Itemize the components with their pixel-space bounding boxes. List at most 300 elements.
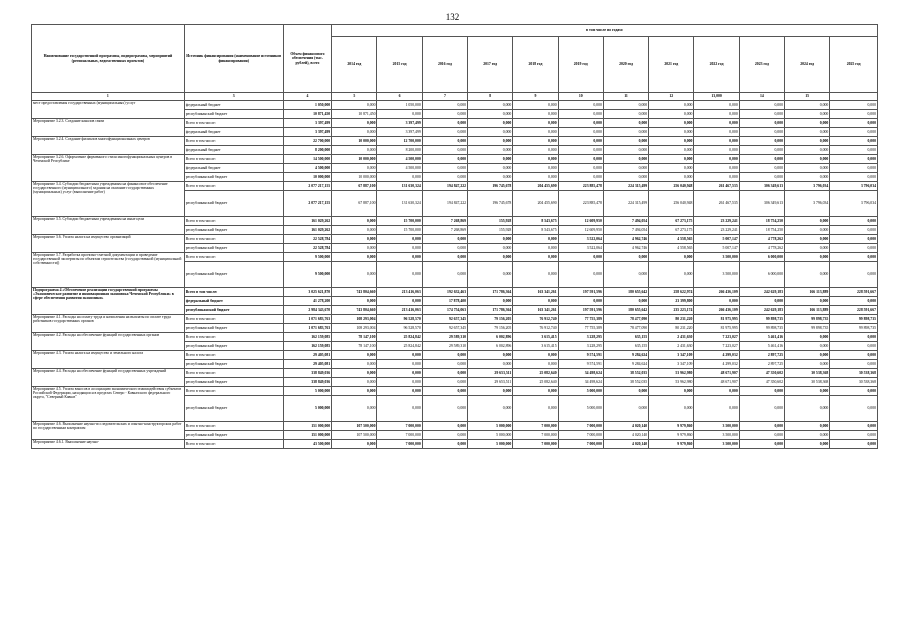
- year-value: 0,000: [422, 262, 467, 288]
- table-row: [32, 440, 878, 449]
- funding-source: федеральный бюджет: [184, 128, 283, 137]
- year-value: 96 528,570: [377, 324, 422, 333]
- table-row: [32, 253, 878, 262]
- year-value: 92 657,345: [422, 324, 467, 333]
- year-value: 0,000: [830, 360, 878, 369]
- year-value: 0,000: [785, 235, 830, 244]
- table-row: [32, 422, 878, 431]
- year-value: 99 898,735: [739, 315, 784, 324]
- year-value: 194 847,222: [422, 191, 467, 217]
- year-value: 76 912,740: [513, 315, 558, 324]
- year-value: 7 000,000: [513, 422, 558, 431]
- year-value: 6 000,000: [739, 253, 784, 262]
- year-value: 2 897,725: [739, 351, 784, 360]
- year-value: 0,000: [468, 128, 513, 137]
- year-value: 0,000: [694, 128, 739, 137]
- year-value: 3 522,064: [558, 235, 603, 244]
- year-value: 0,000: [468, 173, 513, 182]
- year-value: 0,000: [785, 128, 830, 137]
- year-value: 0,000: [422, 422, 467, 431]
- year-value: 213 416,063: [377, 306, 422, 315]
- year-value: 242 629,183: [739, 288, 784, 297]
- total-value: 2 984 343,670: [283, 306, 331, 315]
- total-value: 3 025 621,870: [283, 288, 331, 297]
- year-value: 0,000: [739, 387, 784, 396]
- year-value: 0,000: [558, 101, 603, 110]
- year-value: 0,000: [513, 360, 558, 369]
- year-value: 0,000: [649, 110, 694, 119]
- year-value: 0,000: [513, 351, 558, 360]
- total-value: 1 050,000: [283, 101, 331, 110]
- year-value: 5 007,147: [694, 235, 739, 244]
- year-value: 0,000: [830, 235, 878, 244]
- year-value: 0,000: [649, 146, 694, 155]
- year-value: 261 467,535: [694, 182, 739, 191]
- funding-source: республиканский бюджет: [184, 378, 283, 387]
- year-value: 306 349,613: [739, 182, 784, 191]
- year-value: 7 494,054: [603, 226, 648, 235]
- year-value: 4 778,262: [739, 244, 784, 253]
- total-value: 10 000,000: [283, 173, 331, 182]
- header-year: 2022 год: [694, 37, 739, 93]
- year-value: 0,000: [785, 217, 830, 226]
- year-value: 67 887,100: [332, 191, 377, 217]
- year-value: 0,000: [603, 396, 648, 422]
- year-value: 0,000: [603, 173, 648, 182]
- year-value: 2 431,630: [649, 333, 694, 342]
- total-value: 29 405,081: [283, 351, 331, 360]
- year-value: 0,000: [468, 387, 513, 396]
- year-value: 107 500,000: [332, 431, 377, 440]
- year-value: 78 147,100: [332, 333, 377, 342]
- funding-source: Всего в том числе:: [184, 333, 283, 342]
- year-value: 0,000: [649, 387, 694, 396]
- year-value: 0,000: [513, 262, 558, 288]
- year-value: 0,000: [739, 146, 784, 155]
- year-value: 3 615,415: [513, 342, 558, 351]
- year-value: 7 268,869: [422, 217, 467, 226]
- funding-source: республиканский бюджет: [184, 360, 283, 369]
- year-value: 4 962,746: [603, 235, 648, 244]
- year-value: 0,000: [468, 146, 513, 155]
- year-value: 0,000: [377, 173, 422, 182]
- year-value: 18 754,250: [739, 217, 784, 226]
- year-value: 223 885,478: [558, 182, 603, 191]
- year-value: 0,000: [513, 387, 558, 396]
- year-value: 0,000: [603, 155, 648, 164]
- year-value: 8 543,675: [513, 217, 558, 226]
- year-value: 5 000,000: [468, 431, 513, 440]
- year-value: 0,000: [332, 378, 377, 387]
- year-value: 0,000: [332, 101, 377, 110]
- table-header: [32, 25, 878, 101]
- year-value: 81 975,995: [694, 324, 739, 333]
- budget-table: [31, 24, 878, 449]
- year-value: 0,000: [694, 387, 739, 396]
- program-name: мест предоставления государственных (муниципальных) услуг: [32, 101, 185, 119]
- total-value: 151 000,000: [283, 422, 331, 431]
- page-number: 132: [445, 12, 460, 22]
- program-name: Мероприятие 3.5. Субсидии бюджетным учреждениям на иные цели: [32, 217, 185, 235]
- year-value: 0,000: [785, 342, 830, 351]
- year-value: 0,000: [830, 333, 878, 342]
- funding-source: федеральный бюджет: [184, 164, 283, 173]
- year-value: 0,000: [377, 351, 422, 360]
- year-value: 0,000: [513, 110, 558, 119]
- year-value: 0,000: [603, 146, 648, 155]
- year-value: 131 630,324: [377, 182, 422, 191]
- year-value: 3 397,499: [377, 119, 422, 128]
- year-value: 235 223,174: [649, 306, 694, 315]
- program-name: Мероприятие 4.2. Расходы на обеспечение функций государственных органов: [32, 333, 185, 351]
- year-value: 29 653,511: [468, 369, 513, 378]
- year-value: 4 020,140: [603, 440, 648, 449]
- year-value: 0,000: [830, 262, 878, 288]
- year-value: 0,000: [830, 440, 878, 449]
- year-value: 0,000: [830, 137, 878, 146]
- year-value: 0,000: [830, 101, 878, 110]
- table-row: [32, 101, 878, 110]
- year-value: 0,000: [332, 396, 377, 422]
- year-value: 0,000: [649, 396, 694, 422]
- funding-source: Всего в том числе:: [184, 253, 283, 262]
- year-value: 0,000: [830, 244, 878, 253]
- year-value: 5 461,416: [739, 342, 784, 351]
- header-year: 2023 год: [739, 37, 784, 93]
- year-value: 0,000: [830, 351, 878, 360]
- year-value: 0,000: [422, 119, 467, 128]
- year-value: 9 574,591: [558, 351, 603, 360]
- year-value: 155,928: [468, 217, 513, 226]
- year-value: 0,000: [422, 360, 467, 369]
- year-value: 0,000: [422, 235, 467, 244]
- year-value: 7 000,000: [377, 431, 422, 440]
- year-value: 18 754,250: [739, 226, 784, 235]
- year-value: 30 538,368: [830, 378, 878, 387]
- year-value: 180 655,642: [603, 288, 648, 297]
- header-year: 2024 год: [785, 37, 830, 93]
- header-year: 2016 год: [422, 37, 467, 93]
- year-value: 99 898,735: [830, 315, 878, 324]
- year-value: 0,000: [785, 333, 830, 342]
- year-value: 0,000: [558, 155, 603, 164]
- year-value: 0,000: [332, 146, 377, 155]
- year-value: 67 887,100: [332, 182, 377, 191]
- table-row: [32, 235, 878, 244]
- year-value: 0,000: [785, 164, 830, 173]
- year-value: 0,000: [422, 253, 467, 262]
- year-value: 0,000: [558, 262, 603, 288]
- program-name: Мероприятие 3.6. Уплата налога на имущество организаций: [32, 235, 185, 253]
- year-value: 0,000: [649, 262, 694, 288]
- program-name: Мероприятие 4.1. Расходы на оплату труда и начисления на выплаты по оплате труда работников государственных органов: [32, 315, 185, 333]
- header-total: Объем финансового обеспечения (тыс. рублей), всего: [283, 25, 331, 93]
- year-value: 3 500,000: [694, 440, 739, 449]
- year-value: 0,000: [739, 128, 784, 137]
- year-value: 0,000: [785, 137, 830, 146]
- total-value: 3 397,499: [283, 119, 331, 128]
- year-value: 38 552,035: [603, 369, 648, 378]
- year-value: 9 979,860: [649, 422, 694, 431]
- year-value: 80 231,220: [649, 315, 694, 324]
- year-value: 67 273,175: [649, 226, 694, 235]
- year-value: 7 000,000: [377, 422, 422, 431]
- funding-source: Всего в том числе:: [184, 182, 283, 191]
- year-value: 0,000: [694, 155, 739, 164]
- column-index: 4: [283, 93, 331, 101]
- year-value: 2 897,725: [739, 360, 784, 369]
- year-value: 0,000: [332, 235, 377, 244]
- year-value: 0,000: [332, 253, 377, 262]
- year-value: 48 671,907: [694, 369, 739, 378]
- column-index: 6: [377, 93, 422, 101]
- year-value: 78 477,090: [603, 324, 648, 333]
- funding-source: Всего в том числе:: [184, 119, 283, 128]
- total-value: 151 000,000: [283, 431, 331, 440]
- program-name: Мероприятие 4.4. Расходы на обеспечение функций государственных учреждений: [32, 369, 185, 387]
- year-value: 99 898,735: [830, 324, 878, 333]
- year-value: 47 350,602: [739, 369, 784, 378]
- year-value: 0,000: [468, 119, 513, 128]
- year-value: 23 399,800: [649, 297, 694, 306]
- year-value: 0,000: [558, 119, 603, 128]
- year-value: 0,000: [513, 155, 558, 164]
- year-value: 99 898,735: [785, 315, 830, 324]
- table-row: [32, 155, 878, 164]
- year-value: 0,000: [739, 119, 784, 128]
- year-value: 0,000: [649, 155, 694, 164]
- year-value: 0,000: [422, 164, 467, 173]
- year-value: 99 898,735: [739, 324, 784, 333]
- year-value: 0,000: [513, 137, 558, 146]
- column-index: 9: [513, 93, 558, 101]
- year-value: 0,000: [739, 137, 784, 146]
- funding-source: республиканский бюджет: [184, 173, 283, 182]
- year-value: 0,000: [513, 253, 558, 262]
- year-value: 0,000: [377, 378, 422, 387]
- year-value: 99 898,735: [785, 324, 830, 333]
- year-value: 0,000: [785, 262, 830, 288]
- total-value: 161 029,262: [283, 226, 331, 235]
- year-value: 0,000: [603, 253, 648, 262]
- year-value: 0,000: [332, 128, 377, 137]
- header-name: Наименование государственной программы, подпрограммы, мероприятий (региональных, ведомственных проектов): [32, 25, 185, 93]
- year-value: 0,000: [603, 137, 648, 146]
- year-value: 0,000: [830, 119, 878, 128]
- year-value: 5 000,000: [468, 440, 513, 449]
- year-value: 0,000: [694, 146, 739, 155]
- table-body: [32, 101, 878, 449]
- year-value: 23 229,241: [694, 217, 739, 226]
- year-value: 0,000: [558, 253, 603, 262]
- year-value: 131 630,324: [377, 191, 422, 217]
- year-value: 0,000: [422, 369, 467, 378]
- year-value: 197 591,596: [558, 306, 603, 315]
- funding-source: республиканский бюджет: [184, 342, 283, 351]
- year-value: 6 002,896: [468, 342, 513, 351]
- year-value: 0,000: [332, 440, 377, 449]
- year-value: 7 000,000: [558, 440, 603, 449]
- year-value: 7 494,054: [603, 217, 648, 226]
- year-value: 0,000: [739, 440, 784, 449]
- total-value: 338 849,036: [283, 369, 331, 378]
- year-value: 0,000: [422, 110, 467, 119]
- year-value: 34 498,624: [558, 369, 603, 378]
- table-row: [32, 333, 878, 342]
- funding-source: Всего в том числе:: [184, 137, 283, 146]
- year-value: 0,000: [603, 110, 648, 119]
- year-value: 0,000: [422, 440, 467, 449]
- year-value: 256 040,948: [649, 191, 694, 217]
- year-value: 7 223,027: [694, 342, 739, 351]
- year-value: 0,000: [422, 244, 467, 253]
- header-year: 2017 год: [468, 37, 513, 93]
- total-value: 22 528,784: [283, 244, 331, 253]
- year-value: 0,000: [739, 101, 784, 110]
- year-value: 166 113,889: [785, 288, 830, 297]
- year-value: 0,000: [332, 262, 377, 288]
- header-year: 2019 год: [558, 37, 603, 93]
- year-value: 0,000: [694, 173, 739, 182]
- year-value: 80 231,220: [649, 324, 694, 333]
- year-value: 0,000: [739, 396, 784, 422]
- year-value: 0,000: [739, 422, 784, 431]
- year-value: 12 700,000: [377, 137, 422, 146]
- year-value: 0,000: [332, 360, 377, 369]
- year-value: 96 528,570: [377, 315, 422, 324]
- year-value: 25 082,640: [513, 369, 558, 378]
- year-value: 197 591,596: [558, 288, 603, 297]
- year-value: 0,000: [377, 396, 422, 422]
- total-value: 1 071 683,763: [283, 315, 331, 324]
- year-value: 0,000: [422, 387, 467, 396]
- funding-source: республиканский бюджет: [184, 262, 283, 288]
- year-value: 0,000: [513, 235, 558, 244]
- year-value: 7 000,000: [513, 431, 558, 440]
- year-value: 30 538,368: [785, 369, 830, 378]
- year-value: 10 871,450: [332, 110, 377, 119]
- year-value: 7 268,869: [422, 226, 467, 235]
- year-value: 4 778,262: [739, 235, 784, 244]
- funding-source: Всего в том числе:: [184, 235, 283, 244]
- year-value: 92 657,345: [422, 315, 467, 324]
- year-value: 0,000: [468, 360, 513, 369]
- year-value: 0,000: [785, 110, 830, 119]
- header-year: 2015 год: [377, 37, 422, 93]
- year-value: 4 500,000: [377, 155, 422, 164]
- year-value: 192 632,463: [422, 288, 467, 297]
- year-value: 223 885,478: [558, 191, 603, 217]
- table-row: [32, 315, 878, 324]
- year-value: 0,000: [513, 173, 558, 182]
- program-name: Мероприятие 3.7. Разработка проектно-сметной документации и проведение государственной экспертизы по объектам строительства (государственной (муниципальной собственности)): [32, 253, 185, 288]
- year-value: 12 609,950: [558, 226, 603, 235]
- year-value: 204 455,690: [513, 182, 558, 191]
- year-value: 0,000: [468, 262, 513, 288]
- year-value: 0,000: [332, 217, 377, 226]
- year-value: 0,000: [513, 146, 558, 155]
- year-value: 0,000: [830, 110, 878, 119]
- year-value: 3 796,034: [830, 182, 878, 191]
- header-year: 2021 год: [649, 37, 694, 93]
- year-value: 0,000: [377, 253, 422, 262]
- year-value: 78 477,090: [603, 315, 648, 324]
- year-value: 3 522,064: [558, 244, 603, 253]
- year-value: 0,000: [513, 119, 558, 128]
- funding-source: республиканский бюджет: [184, 396, 283, 422]
- year-value: 7 000,000: [558, 431, 603, 440]
- header-year: 2014 год: [332, 37, 377, 93]
- year-value: 0,000: [422, 146, 467, 155]
- year-value: 0,000: [649, 253, 694, 262]
- year-value: 0,000: [332, 387, 377, 396]
- year-value: 10 000,000: [332, 155, 377, 164]
- year-value: 0,000: [332, 351, 377, 360]
- year-value: 6 000,000: [739, 262, 784, 288]
- year-value: 0,000: [513, 128, 558, 137]
- year-value: 0,000: [694, 396, 739, 422]
- year-value: 3 796,034: [785, 191, 830, 217]
- total-value: 5 000,000: [283, 396, 331, 422]
- year-value: 3 500,000: [694, 262, 739, 288]
- year-value: 0,000: [603, 297, 648, 306]
- year-value: 0,000: [422, 128, 467, 137]
- year-value: 25 824,842: [377, 342, 422, 351]
- year-value: 0,000: [785, 155, 830, 164]
- year-value: 0,000: [785, 440, 830, 449]
- funding-source: Всего в том числе:: [184, 155, 283, 164]
- year-value: 0,000: [830, 396, 878, 422]
- table-row: [32, 288, 878, 297]
- year-value: 0,000: [785, 351, 830, 360]
- total-value: 4 500,000: [283, 164, 331, 173]
- year-value: 0,000: [377, 360, 422, 369]
- year-value: 0,000: [468, 164, 513, 173]
- table-row: [32, 137, 878, 146]
- year-value: 743 804,660: [332, 306, 377, 315]
- year-value: 0,000: [830, 226, 878, 235]
- year-value: 0,000: [649, 164, 694, 173]
- table-row: [32, 387, 878, 396]
- year-value: 53 962,980: [649, 378, 694, 387]
- year-value: 0,000: [785, 101, 830, 110]
- year-value: 0,000: [739, 173, 784, 182]
- year-value: 76 912,740: [513, 324, 558, 333]
- year-value: 171 786,364: [468, 306, 513, 315]
- year-value: 0,000: [694, 119, 739, 128]
- total-value: 1 071 683,763: [283, 324, 331, 333]
- year-value: 4 020,140: [603, 431, 648, 440]
- funding-source: Всего в том числе:: [184, 288, 283, 297]
- table-row: [32, 369, 878, 378]
- year-value: 4 558,565: [649, 235, 694, 244]
- total-value: 41 278,200: [283, 297, 331, 306]
- total-value: 9 500,000: [283, 253, 331, 262]
- year-value: 0,000: [603, 387, 648, 396]
- year-value: 6 002,896: [468, 333, 513, 342]
- year-value: 7 223,027: [694, 333, 739, 342]
- year-value: 0,000: [830, 387, 878, 396]
- year-value: 0,000: [422, 173, 467, 182]
- year-value: 155,928: [468, 226, 513, 235]
- year-value: 0,000: [785, 387, 830, 396]
- year-value: 0,000: [332, 297, 377, 306]
- funding-source: республиканский бюджет: [184, 226, 283, 235]
- column-index: 10: [558, 93, 603, 101]
- year-value: 0,000: [603, 119, 648, 128]
- column-index: 13,000: [694, 93, 739, 101]
- year-value: 5 461,416: [739, 333, 784, 342]
